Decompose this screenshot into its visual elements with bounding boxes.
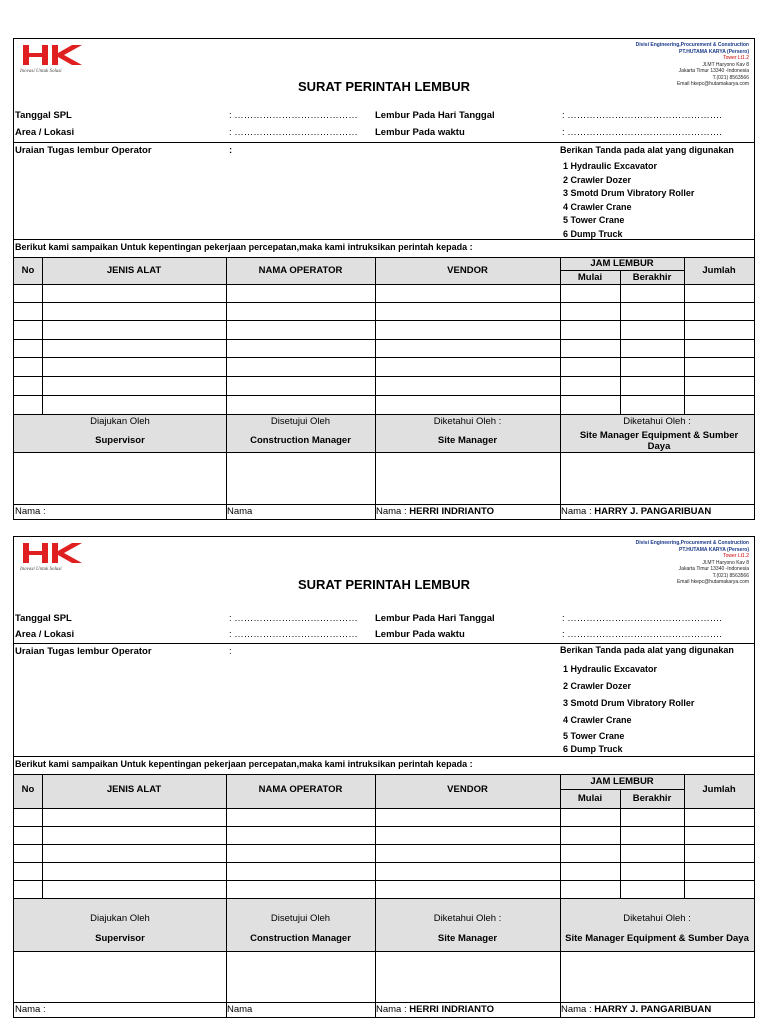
overtime-form-1 (13, 38, 755, 520)
equipment-item[interactable]: 4 Crawler Crane (563, 201, 632, 212)
email: Email hkepc@hutamakarya.com (676, 81, 749, 87)
uraian-label: Uraian Tugas lembur Operator (15, 145, 152, 156)
lembur-hari-label: Lembur Pada Hari Tanggal (375, 110, 495, 121)
form-title: SURAT PERINTAH LEMBUR (297, 577, 471, 592)
nama-1: Nama : (15, 1004, 46, 1015)
divider (375, 257, 376, 414)
nama-prefix: Nama : (561, 506, 592, 517)
equipment-item[interactable]: 3 Smotd Drum Vibratory Roller (563, 698, 695, 708)
equipment-item[interactable]: 2 Crawler Dozer (563, 681, 632, 691)
divider (14, 862, 754, 863)
sme-role: Site Manager Equipment & Sumber Daya (565, 933, 749, 944)
uraian-colon: : (229, 145, 233, 156)
logo-tagline: Inovasi Untuk Solusi (20, 567, 62, 572)
divider (14, 452, 754, 453)
divider (226, 414, 227, 519)
divider (14, 239, 754, 240)
equipment-item[interactable]: 2 Crawler Dozer (563, 174, 632, 185)
divider (14, 142, 754, 143)
nama-3-label (376, 506, 494, 517)
lembur-hari-label: Lembur Pada Hari Tanggal (375, 613, 495, 624)
lembur-waktu-label: Lembur Pada waktu (375, 127, 465, 138)
col-operator: NAMA OPERATOR (258, 784, 343, 795)
supervisor-role: Supervisor (95, 435, 145, 446)
company-name: PT.HUTAMA KARYA (Persero) (678, 48, 749, 55)
tanggal-field[interactable]: : ………………………………… (229, 110, 358, 121)
col-mulai: Mulai (577, 793, 603, 804)
col-operator: NAMA OPERATOR (258, 265, 343, 276)
tower: Tower Lt1.2 (723, 553, 749, 559)
divider (14, 302, 754, 303)
sm-role: Site Manager (437, 435, 498, 446)
divider (226, 774, 227, 898)
divider (14, 284, 754, 285)
divider (42, 774, 43, 898)
diketahui-label-2: Diketahui Oleh : (623, 416, 691, 427)
divider (560, 414, 561, 519)
city: Jakarta Timur 13340 -Indonesia (678, 68, 749, 74)
equipment-list (563, 661, 694, 756)
divider (375, 414, 376, 519)
divider (14, 504, 754, 505)
instruction: Berikut kami sampaikan Untuk kepentingan pekerjaan percepatan,maka kami intruksikan perintah kepada : (15, 759, 473, 769)
equipment-list (563, 160, 694, 241)
divider (14, 320, 754, 321)
nama-prefix: Nama : (376, 506, 407, 517)
sm-role: Site Manager (437, 933, 498, 944)
phone: T.(021) 8563566 (712, 572, 749, 579)
equipment-item[interactable]: 6 Dump Truck (563, 744, 623, 754)
nama-2: Nama (227, 506, 253, 517)
tower: Tower Lt1.2 (723, 55, 749, 61)
col-jenis: JENIS ALAT (106, 784, 162, 795)
lembur-waktu-field[interactable]: : …………………………………………. (562, 629, 722, 640)
division: Divisi Engineering,Procurement & Construction (635, 540, 749, 546)
divider (14, 808, 754, 809)
cm-role: Construction Manager (250, 933, 351, 944)
divider (14, 339, 754, 340)
uraian-colon: : (229, 646, 232, 657)
cm-role: Construction Manager (250, 435, 351, 446)
divider (684, 774, 685, 898)
hk-logo (20, 43, 90, 77)
col-vendor: VENDOR (447, 265, 488, 276)
col-no: No (21, 265, 35, 276)
herri-name: HERRI INDRIANTO (409, 506, 495, 517)
tanggal-label: Tanggal SPL (15, 613, 72, 624)
col-jumlah: Jumlah (702, 265, 736, 276)
col-jenis: JENIS ALAT (106, 265, 162, 276)
phone: T.(021) 8563566 (712, 74, 749, 81)
tanggal-label: Tanggal SPL (15, 110, 72, 121)
sme-role: Site Manager Equipment & Sumber Daya (579, 430, 739, 452)
divider (14, 880, 754, 881)
equipment-item[interactable]: 5 Tower Crane (563, 215, 625, 225)
divider (14, 844, 754, 845)
overtime-form-2 (13, 536, 755, 1018)
harry-name: HARRY J. PANGARIBUAN (594, 506, 712, 517)
equipment-item[interactable]: 4 Crawler Crane (563, 715, 632, 725)
divider (14, 643, 754, 644)
lembur-hari-field[interactable]: : …………………………………………. (562, 613, 722, 624)
supervisor-role: Supervisor (95, 933, 145, 944)
diajukan-label: Diajukan Oleh (90, 416, 150, 427)
divider (14, 357, 754, 358)
divider (14, 826, 754, 827)
divider (684, 257, 685, 414)
disetujui-label: Disetujui Oleh (270, 913, 331, 924)
hk-logo-mark (20, 541, 86, 565)
nama-3-label (376, 1004, 494, 1015)
equipment-item[interactable]: 3 Smotd Drum Vibratory Roller (563, 188, 695, 198)
divider (42, 257, 43, 414)
divider (560, 789, 684, 790)
divider (226, 257, 227, 414)
nama-2: Nama (227, 1004, 253, 1015)
col-mulai: Mulai (577, 272, 603, 283)
divider (14, 1002, 754, 1003)
divider (620, 789, 621, 898)
divider (560, 257, 561, 414)
nama-prefix: Nama : (376, 1004, 407, 1015)
divider (560, 774, 561, 898)
hk-logo-mark (20, 43, 86, 67)
nama-1: Nama : (15, 506, 46, 517)
area-field[interactable]: : ………………………………… (229, 629, 358, 640)
diajukan-label: Diajukan Oleh (90, 913, 150, 924)
disetujui-label: Disetujui Oleh (270, 416, 331, 427)
diketahui-label-2: Diketahui Oleh : (623, 913, 691, 924)
equipment-item[interactable]: 1 Hydraulic Excavator (563, 161, 658, 171)
harry-name: HARRY J. PANGARIBUAN (594, 1004, 712, 1015)
nama-4-label (561, 506, 711, 517)
logo-tagline: Inovasi Untuk Solusi (20, 69, 62, 74)
division: Divisi Engineering,Procurement & Construction (635, 42, 749, 48)
col-berakhir: Berakhir (632, 793, 672, 804)
divider (14, 376, 754, 377)
nama-4-label (561, 1004, 711, 1015)
col-berakhir: Berakhir (632, 272, 672, 283)
street: Jl.MT Haryono Kav 8 (702, 61, 749, 68)
equipment-item[interactable]: 6 Dump Truck (563, 228, 623, 239)
email: Email hkepc@hutamakarya.com (676, 579, 749, 585)
lembur-waktu-field[interactable]: : …………………………………………. (562, 127, 722, 138)
lembur-waktu-label: Lembur Pada waktu (375, 629, 465, 640)
herri-name: HERRI INDRIANTO (409, 1004, 495, 1015)
divider (620, 270, 621, 414)
berikan-label: Berikan Tanda pada alat yang digunakan (560, 645, 734, 655)
instruction: Berikut kami sampaikan Untuk kepentingan pekerjaan percepatan,maka kami intruksikan perintah kepada : (15, 242, 473, 252)
col-vendor: VENDOR (447, 784, 488, 795)
divider (14, 756, 754, 757)
divider (14, 774, 754, 775)
city: Jakarta Timur 13340 -Indonesia (678, 566, 749, 572)
uraian-label: Uraian Tugas lembur Operator (15, 646, 152, 657)
divider (14, 951, 754, 952)
company-name: PT.HUTAMA KARYA (Persero) (678, 546, 749, 553)
diketahui-label: Diketahui Oleh : (433, 416, 502, 427)
nama-prefix: Nama : (561, 1004, 592, 1015)
diketahui-label: Diketahui Oleh : (433, 913, 502, 924)
divider (560, 270, 684, 271)
area-field[interactable]: : ………………………………… (229, 127, 358, 138)
col-no: No (21, 784, 35, 795)
street: Jl.MT Haryono Kav 8 (702, 559, 749, 566)
form-title: SURAT PERINTAH LEMBUR (297, 79, 471, 94)
divider (375, 774, 376, 898)
col-jam-lembur: JAM LEMBUR (590, 776, 654, 787)
hk-logo (20, 541, 90, 575)
equipment-item[interactable]: 1 Hydraulic Excavator (563, 664, 658, 674)
col-jumlah: Jumlah (702, 784, 736, 795)
area-label: Area / Lokasi (15, 629, 75, 640)
divider (14, 395, 754, 396)
equipment-item[interactable]: 5 Tower Crane (563, 731, 625, 741)
col-jam-lembur: JAM LEMBUR (590, 258, 654, 269)
berikan-label: Berikan Tanda pada alat yang digunakan (560, 145, 734, 155)
area-label: Area / Lokasi (15, 127, 75, 138)
lembur-hari-field[interactable]: : …………………………………………. (562, 110, 722, 121)
tanggal-field[interactable]: : ………………………………… (229, 613, 358, 624)
